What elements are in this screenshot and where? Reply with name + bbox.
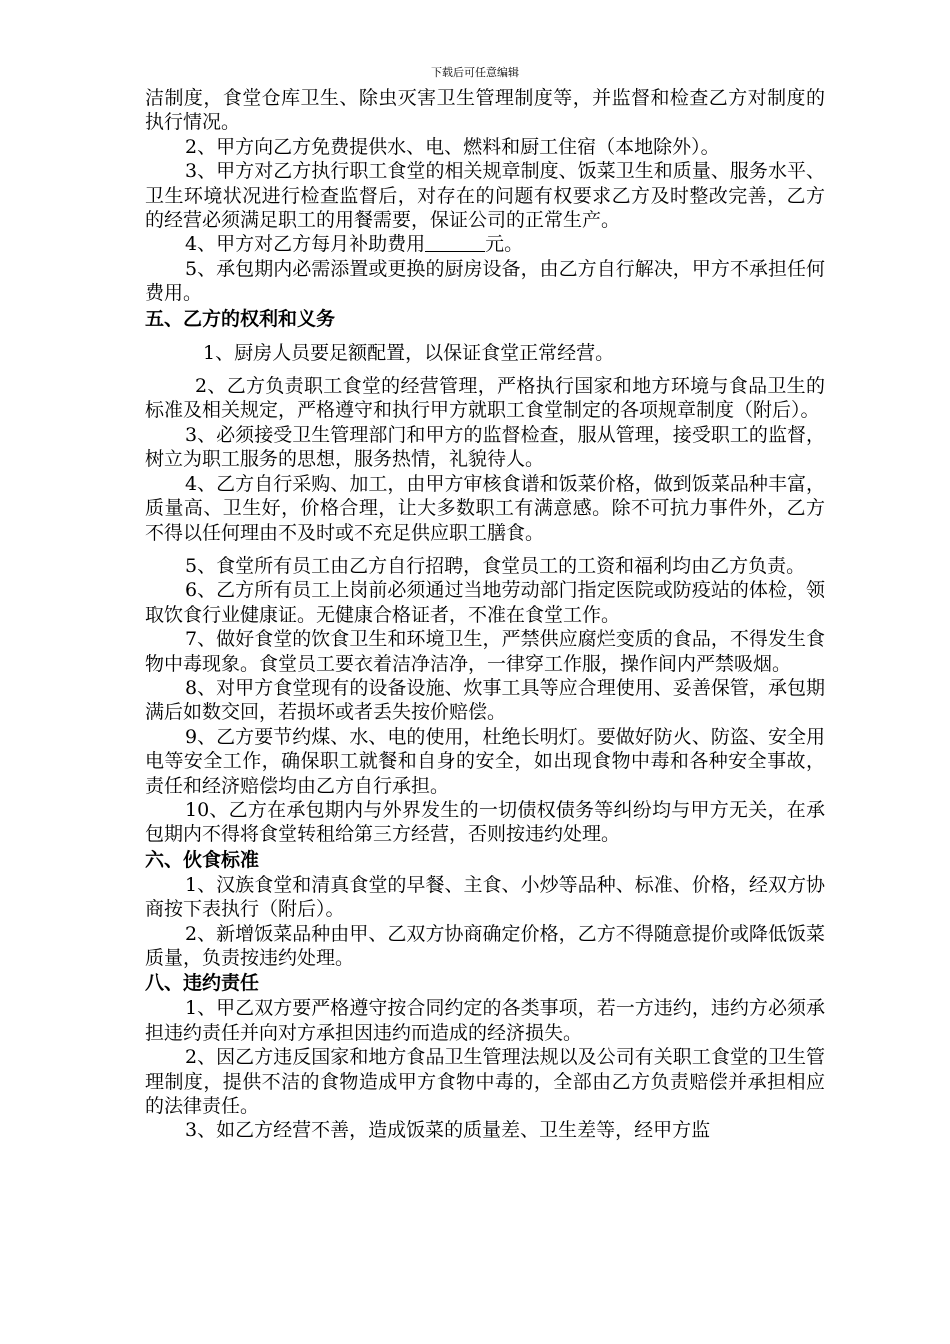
section-heading: 六、伙食标准	[145, 848, 260, 871]
paragraph: 6、乙方所有员工上岗前必须通过当地劳动部门指定医院或防疫站的体检，领取饮食行业健康证。无健康合格证者，不准在食堂工作。	[145, 579, 825, 626]
section-heading: 五、乙方的权利和义务	[145, 307, 336, 330]
paragraph: 1、汉族食堂和清真食堂的早餐、主食、小炒等品种、标准、价格，经双方协商按下表执行（附后）。	[145, 873, 825, 921]
paragraph: 2、因乙方违反国家和地方食品卫生管理法规以及公司有关职工食堂的卫生管理制度，提供不洁的食物造成甲方食物中毒的，全部由乙方负责赔偿并承担相应的法律责任。	[145, 1046, 825, 1118]
paragraph: 3、必须接受卫生管理部门和甲方的监督检查，服从管理，接受职工的监督，树立为职工服务的思想，服务热情，礼貌待人。	[145, 423, 825, 471]
paragraph: 1、甲乙双方要严格遵守按合同约定的各类事项，若一方违约，违约方必须承担违约责任并向对方承担因违约而造成的经济损失。	[145, 997, 825, 1044]
section-heading: 八、违约责任	[145, 972, 260, 995]
paragraph: 洁制度，食堂仓库卫生、除虫灭害卫生管理制度等，并监督和检查乙方对制度的执行情况。	[145, 87, 825, 134]
paragraph: 5、食堂所有员工由乙方自行招聘，食堂员工的工资和福利均由乙方负责。	[185, 554, 806, 577]
paragraph: 3、如乙方经营不善，造成饭菜的质量差、卫生差等，经甲方监	[185, 1119, 711, 1142]
paragraph: 5、承包期内必需添置或更换的厨房设备，由乙方自行解决，甲方不承担任何费用。	[145, 257, 825, 305]
paragraph: 2、甲方向乙方免费提供水、电、燃料和厨工住宿（本地除外）。	[185, 135, 720, 158]
paragraph: 2、新增饭菜品种由甲、乙双方协商确定价格，乙方不得随意提价或降低饭菜质量，负责按违约处理。	[145, 922, 825, 969]
paragraph: 7、做好食堂的饮食卫生和环境卫生，严禁供应腐烂变质的食品，不得发生食物中毒现象。食堂员工要衣着洁净洁净，一律穿工作服，操作间内严禁吸烟。	[145, 628, 825, 675]
paragraph: 8、对甲方食堂现有的设备设施、炊事工具等应合理使用、妥善保管，承包期满后如数交回，若损坏或者丢失按价赔偿。	[145, 676, 825, 724]
paragraph: 10、乙方在承包期内与外界发生的一切债权债务等纠纷均与甲方无关，在承包期内不得将食堂转租给第三方经营，否则按违约处理。	[145, 798, 825, 846]
page-header: 下载后可任意编辑	[431, 66, 519, 79]
paragraph-with-blank	[145, 232, 825, 256]
text-segment: 4、甲方对乙方每月补助费用	[185, 233, 426, 256]
document-body	[145, 86, 825, 1143]
fill-in-blank[interactable]	[425, 233, 485, 252]
text-segment: 元。	[485, 233, 524, 256]
paragraph: 1、厨房人员要足额配置，以保证食堂正常经营。	[203, 341, 615, 364]
paragraph: 3、甲方对乙方执行职工食堂的相关规章制度、饭菜卫生和质量、服务水平、卫生环境状况进行检查监督后，对存在的问题有权要求乙方及时整改完善，乙方的经营必须满足职工的用餐需要，保证公司的正常生产。	[145, 160, 825, 232]
paragraph: 2、乙方负责职工食堂的经营管理，严格执行国家和地方环境与食品卫生的标准及相关规定，严格遵守和执行甲方就职工食堂制定的各项规章制度（附后）。	[145, 375, 825, 422]
paragraph: 9、乙方要节约煤、水、电的使用，杜绝长明灯。要做好防火、防盗、安全用电等安全工作，确保职工就餐和自身的安全，如出现食物中毒和各种安全事故，责任和经济赔偿均由乙方自行承担。	[145, 725, 825, 797]
paragraph: 4、乙方自行采购、加工，由甲方审核食谱和饭菜价格，做到饭菜品种丰富，质量高、卫生好，价格合理，让大多数职工有满意感。除不可抗力事件外，乙方不得以任何理由不及时或不充足供应职工膳食。	[145, 472, 825, 544]
